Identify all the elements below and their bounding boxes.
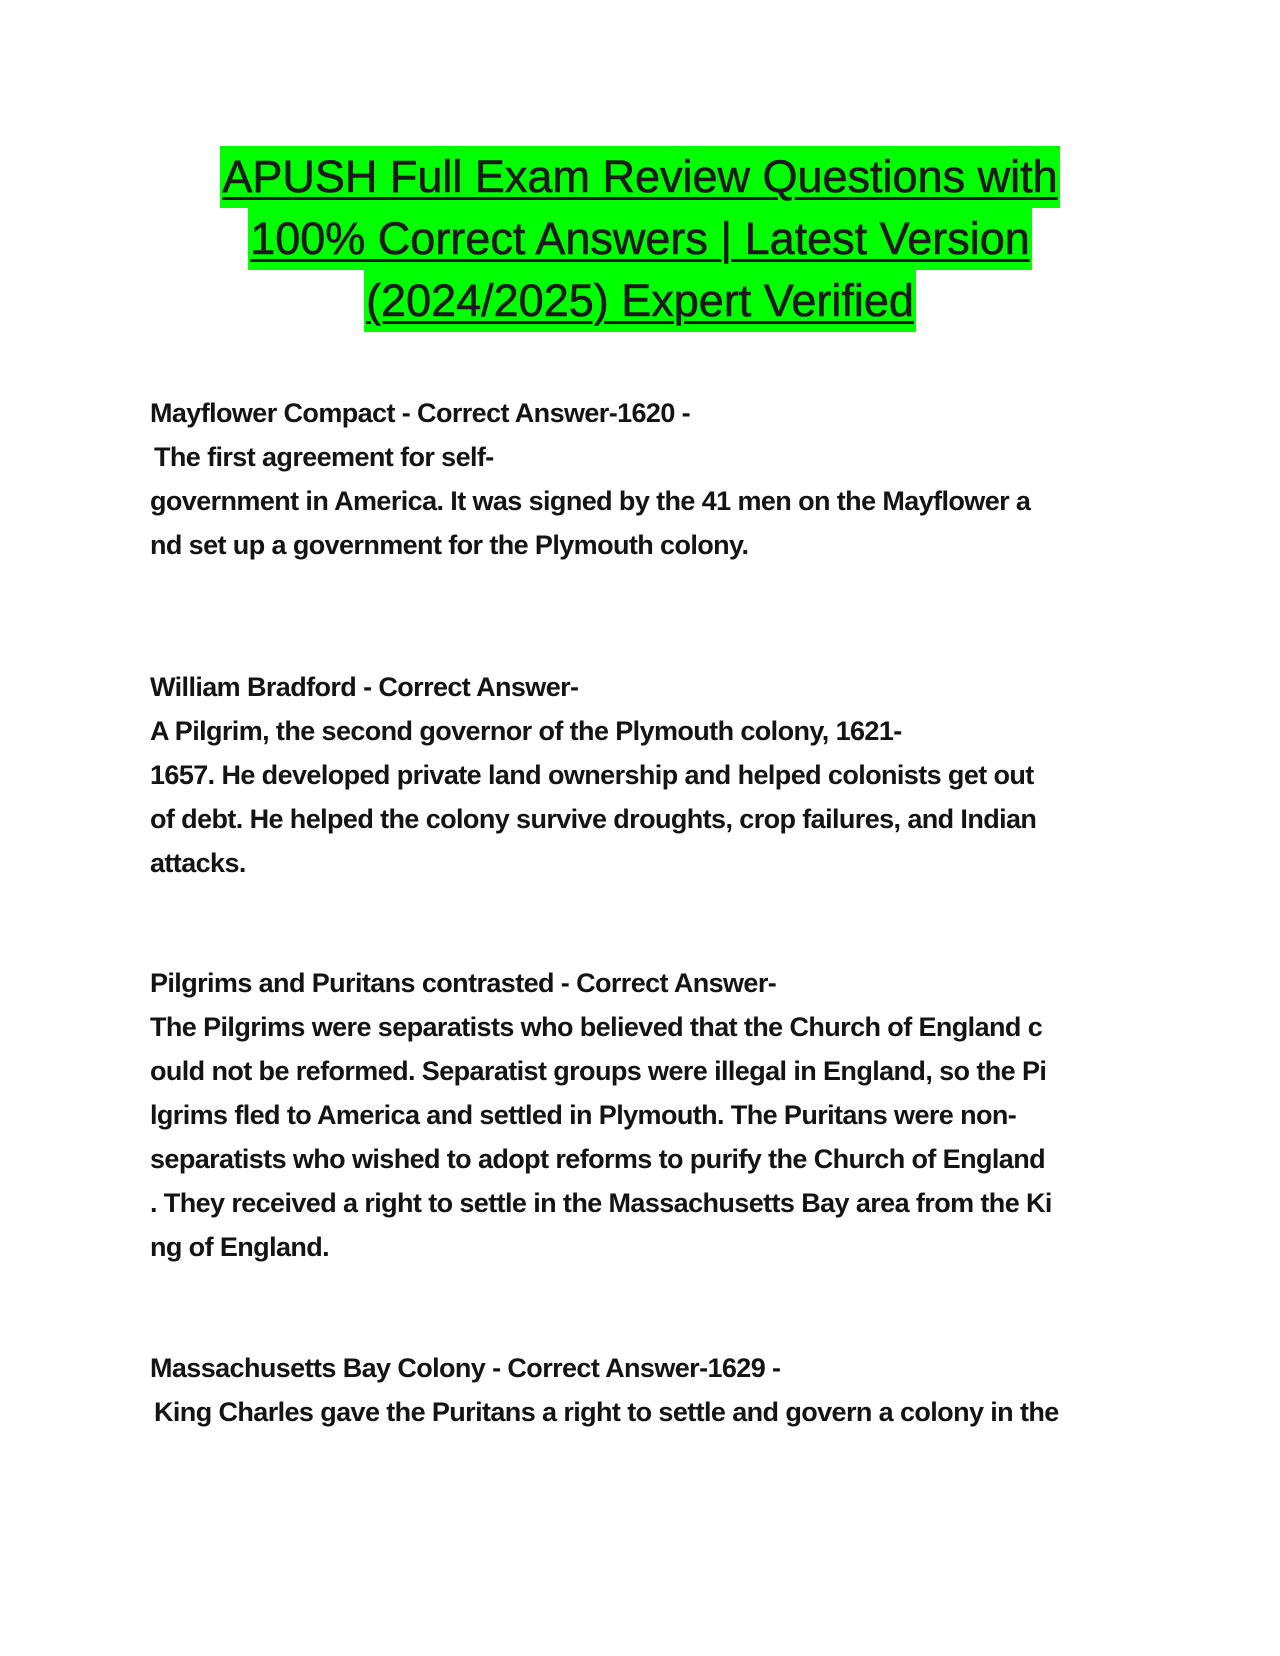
entry-text-line: ould not be reformed. Separatist groups were illegal in England, so the Pi (150, 1056, 1047, 1086)
entry-pilgrims-puritans (150, 961, 1140, 1269)
entry-text-line: King Charles gave the Puritans a right to settle and govern a colony in the (154, 1397, 1059, 1427)
title-line-2: 100% Correct Answers | Latest Version (248, 208, 1032, 270)
entry-mayflower-compact (150, 391, 1140, 567)
entry-text-line: government in America. It was signed by the 41 men on the Mayflower a (150, 486, 1031, 516)
document-title (140, 146, 1140, 332)
entry-text-line: . They received a right to settle in the Massachusetts Bay area from the Ki (150, 1188, 1052, 1218)
entry-text-line: lgrims fled to America and settled in Plymouth. The Puritans were non- (150, 1100, 1017, 1130)
entry-text-line: 1657. He developed private land ownership and helped colonists get out (150, 760, 1034, 790)
title-line-1: APUSH Full Exam Review Questions with (220, 146, 1059, 208)
entry-text-line: nd set up a government for the Plymouth colony. (150, 530, 749, 560)
entry-term-line: William Bradford - Correct Answer- (150, 672, 579, 702)
title-line-3: (2024/2025) Expert Verified (364, 270, 916, 332)
entry-text-line: The first agreement for self- (154, 442, 494, 472)
entry-text-line: ng of England. (150, 1232, 330, 1262)
entry-massachusetts-bay (150, 1346, 1140, 1434)
entry-term-line: Massachusetts Bay Colony - Correct Answer-1629 - (150, 1353, 781, 1383)
entry-term-line: Pilgrims and Puritans contrasted - Correct Answer- (150, 968, 777, 998)
entry-text-line: separatists who wished to adopt reforms to purify the Church of England (150, 1144, 1045, 1174)
entry-william-bradford (150, 665, 1140, 885)
entry-text-line: The Pilgrims were separatists who believed that the Church of England c (150, 1012, 1043, 1042)
entry-term-line: Mayflower Compact - Correct Answer-1620 - (150, 398, 691, 428)
entry-text-line: attacks. (150, 848, 246, 878)
entry-text-line: of debt. He helped the colony survive droughts, crop failures, and Indian (150, 804, 1037, 834)
entry-text-line: A Pilgrim, the second governor of the Plymouth colony, 1621- (150, 716, 902, 746)
